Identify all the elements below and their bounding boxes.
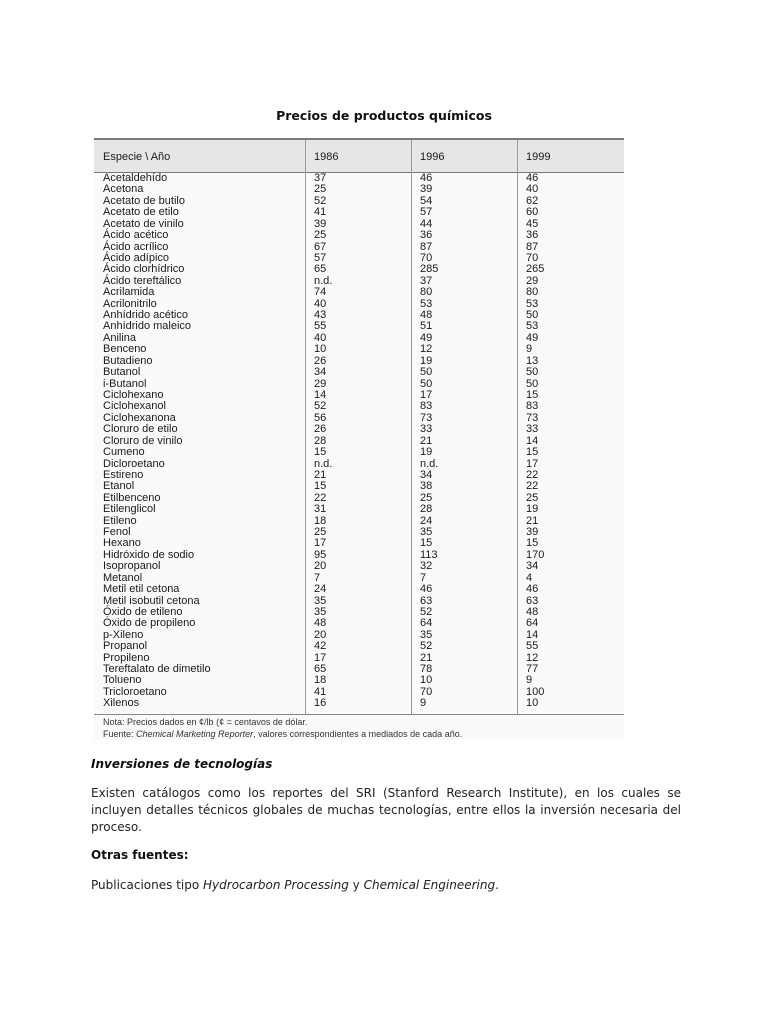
table-row: [94, 550, 624, 561]
species-cell: Dicloroetano: [103, 457, 165, 470]
price-cell: 16: [314, 697, 327, 710]
table-row: [94, 390, 624, 401]
price-cell: 21: [526, 514, 539, 527]
table-row: [94, 481, 624, 492]
species-cell: Anhídrido maleico: [103, 320, 192, 333]
price-cell: 18: [314, 514, 327, 527]
price-cell: 57: [420, 206, 433, 219]
price-cell: 19: [420, 446, 433, 459]
table-row: [94, 424, 624, 435]
species-cell: Metil isobutil cetona: [103, 594, 200, 607]
price-cell: 70: [420, 251, 433, 264]
species-cell: Cumeno: [103, 446, 145, 459]
species-cell: Propanol: [103, 640, 148, 653]
price-cell: 65: [314, 663, 327, 676]
table-row: [94, 379, 624, 390]
price-cell: n.d.: [314, 457, 333, 470]
price-cell: 9: [420, 697, 427, 710]
price-cell: 41: [314, 206, 327, 219]
price-cell: 38: [420, 480, 433, 493]
price-cell: 9: [526, 674, 533, 687]
table-header: [94, 140, 624, 173]
price-cell: 74: [314, 286, 327, 299]
table-row: [94, 173, 624, 184]
price-cell: 53: [526, 320, 539, 333]
table-row: [94, 630, 624, 641]
section-paragraph-investments: Existen catálogos como los reportes del SRI (Stanford Research Institute), en los cuales se incluyen detalles técnicos globales de muchas tecnologías, entre ellos la inversión necesaria del proceso.: [91, 786, 681, 834]
price-cell: 44: [420, 217, 433, 230]
species-cell: Metil etil cetona: [103, 583, 180, 596]
price-cell: 100: [526, 685, 545, 698]
species-cell: Butadieno: [103, 354, 153, 367]
table-row: [94, 436, 624, 447]
page-title: Precios de productos químicos: [276, 108, 492, 123]
species-cell: p-Xileno: [103, 628, 144, 641]
price-cell: 15: [526, 388, 539, 401]
species-cell: Tricloroetano: [103, 685, 167, 698]
header-1986: 1986: [314, 151, 339, 163]
species-cell: Óxido de etileno: [103, 605, 183, 618]
table-row: [94, 561, 624, 572]
publications-suffix: .: [495, 878, 499, 892]
price-cell: 37: [420, 274, 433, 287]
table-row: [94, 470, 624, 481]
species-cell: Ciclohexano: [103, 388, 164, 401]
price-cell: 60: [526, 206, 539, 219]
species-cell: Estireno: [103, 468, 144, 481]
price-cell: 22: [314, 491, 327, 504]
species-cell: Hidróxido de sodio: [103, 548, 195, 561]
species-cell: Etilbenceno: [103, 491, 161, 504]
price-cell: 13: [526, 354, 539, 367]
price-cell: 46: [526, 172, 539, 184]
price-cell: 15: [526, 446, 539, 459]
price-cell: 40: [314, 297, 327, 310]
table-row: [94, 242, 624, 253]
price-cell: 19: [526, 503, 539, 516]
table-source: [103, 729, 462, 739]
species-cell: Acetato de vinilo: [103, 217, 184, 230]
price-cell: 10: [526, 697, 539, 710]
price-cell: 40: [314, 331, 327, 344]
species-cell: Cloruro de etilo: [103, 423, 178, 436]
price-cell: 113: [420, 548, 438, 561]
price-cell: 39: [526, 526, 539, 539]
table-row: [94, 516, 624, 527]
price-cell: 15: [314, 446, 327, 459]
price-cell: 48: [526, 605, 539, 618]
table-row: [94, 664, 624, 675]
price-cell: 73: [420, 411, 433, 424]
price-cell: 24: [314, 583, 327, 596]
price-cell: 20: [314, 560, 327, 573]
price-cell: 34: [420, 468, 433, 481]
table-row: [94, 344, 624, 355]
table-row: [94, 504, 624, 515]
species-cell: Ciclohexanona: [103, 411, 176, 424]
price-cell: 83: [526, 400, 539, 413]
species-cell: Hexano: [103, 537, 141, 550]
price-cell: 41: [314, 685, 327, 698]
table-row: [94, 618, 624, 629]
price-cell: 28: [420, 503, 433, 516]
price-cell: 62: [526, 194, 539, 207]
price-cell: 35: [314, 594, 327, 607]
price-cell: 25: [314, 229, 327, 242]
table-row: [94, 447, 624, 458]
publications-connector: y: [348, 878, 364, 892]
price-cell: 34: [314, 366, 327, 379]
price-cell: 37: [314, 172, 327, 184]
price-cell: 7: [420, 571, 427, 584]
price-cell: 39: [314, 217, 327, 230]
prices-table: [94, 140, 624, 715]
species-cell: Propileno: [103, 651, 150, 664]
price-cell: 80: [420, 286, 433, 299]
price-cell: 14: [314, 388, 327, 401]
price-cell: n.d.: [420, 457, 439, 470]
price-cell: 42: [314, 640, 327, 653]
price-cell: 9: [526, 343, 533, 356]
source-name: Chemical Marketing Reporter: [136, 729, 254, 739]
price-cell: 57: [314, 251, 327, 264]
header-species: Especie \ Año: [103, 151, 171, 163]
price-cell: 64: [420, 617, 433, 630]
price-cell: 32: [420, 560, 433, 573]
table-row: [94, 687, 624, 698]
price-cell: 17: [420, 388, 433, 401]
price-cell: 43: [314, 309, 327, 322]
price-cell: 18: [314, 674, 327, 687]
price-cell: 50: [420, 377, 433, 390]
price-cell: 25: [314, 183, 327, 196]
price-cell: 14: [526, 434, 539, 447]
price-cell: 51: [420, 320, 433, 333]
scanned-table-image: [94, 138, 624, 740]
price-cell: 17: [314, 537, 327, 550]
price-cell: 31: [314, 503, 327, 516]
price-cell: 36: [526, 229, 539, 242]
price-cell: 12: [526, 651, 539, 664]
price-cell: 285: [420, 263, 439, 276]
price-cell: 15: [526, 537, 539, 550]
price-cell: 73: [526, 411, 539, 424]
price-cell: 24: [420, 514, 433, 527]
species-cell: Tolueno: [103, 674, 142, 687]
source-suffix: , valores correspondientes a mediados de cada año.: [253, 729, 463, 739]
species-cell: Acetato de butilo: [103, 194, 185, 207]
price-cell: 36: [420, 229, 433, 242]
table-row: [94, 219, 624, 230]
price-cell: 33: [420, 423, 433, 436]
source-prefix: Fuente:: [103, 729, 137, 739]
price-cell: 28: [314, 434, 327, 447]
price-cell: 25: [526, 491, 539, 504]
price-cell: 48: [314, 617, 327, 630]
price-cell: 34: [526, 560, 539, 573]
table-row: [94, 287, 624, 298]
price-cell: 49: [526, 331, 539, 344]
section-heading-other-sources: Otras fuentes:: [91, 848, 189, 862]
price-cell: 53: [526, 297, 539, 310]
species-cell: Xilenos: [103, 697, 140, 710]
price-cell: n.d.: [314, 274, 333, 287]
table-row: [94, 675, 624, 686]
publications-line: [91, 878, 499, 892]
price-cell: 55: [314, 320, 327, 333]
species-cell: Ciclohexanol: [103, 400, 166, 413]
price-cell: 54: [420, 194, 433, 207]
price-cell: 265: [526, 263, 545, 276]
species-cell: Ácido acético: [103, 229, 169, 242]
species-cell: Butanol: [103, 366, 141, 379]
species-cell: Ácido clorhídrico: [103, 263, 185, 276]
species-cell: Acetaldehído: [103, 172, 168, 184]
price-cell: 19: [420, 354, 433, 367]
price-cell: 56: [314, 411, 327, 424]
price-cell: 52: [314, 194, 327, 207]
price-cell: 50: [526, 377, 539, 390]
publications-prefix: Publicaciones tipo: [91, 878, 204, 892]
species-cell: Ácido tereftálico: [103, 274, 182, 287]
table-row: [94, 333, 624, 344]
price-cell: 12: [420, 343, 433, 356]
price-cell: 7: [314, 571, 321, 584]
price-cell: 52: [420, 605, 433, 618]
price-cell: 83: [420, 400, 433, 413]
table-row: [94, 230, 624, 241]
table-row: [94, 459, 624, 470]
table-row: [94, 207, 624, 218]
price-cell: 21: [420, 434, 433, 447]
price-cell: 17: [526, 457, 539, 470]
price-cell: 22: [526, 480, 539, 493]
price-cell: 64: [526, 617, 539, 630]
table-row: [94, 367, 624, 378]
table-row: [94, 527, 624, 538]
species-cell: Ácido adípico: [103, 251, 170, 264]
price-cell: 33: [526, 423, 539, 436]
price-cell: 21: [314, 468, 327, 481]
price-cell: 53: [420, 297, 433, 310]
price-cell: 70: [526, 251, 539, 264]
price-cell: 63: [526, 594, 539, 607]
price-cell: 49: [420, 331, 433, 344]
species-cell: Ácido acrílico: [103, 240, 169, 253]
species-cell: Anilina: [103, 331, 137, 344]
table-row: [94, 356, 624, 367]
species-cell: Fenol: [103, 526, 131, 539]
price-cell: 78: [420, 663, 433, 676]
price-cell: 170: [526, 548, 545, 561]
price-cell: 14: [526, 628, 539, 641]
price-cell: 95: [314, 548, 327, 561]
species-cell: Acetona: [103, 183, 144, 196]
table-row: [94, 698, 624, 709]
price-cell: 29: [314, 377, 327, 390]
species-cell: Etanol: [103, 480, 135, 493]
price-cell: 35: [420, 628, 433, 641]
price-cell: 35: [314, 605, 327, 618]
species-cell: Acrilamida: [103, 286, 155, 299]
price-cell: 4: [526, 571, 533, 584]
table-note: Nota: Precios dados en ¢/lb (¢ = centavos de dólar.: [103, 717, 308, 727]
table-row: [94, 493, 624, 504]
price-cell: 15: [420, 537, 433, 550]
price-cell: 52: [420, 640, 433, 653]
price-cell: 50: [420, 366, 433, 379]
table-row: [94, 641, 624, 652]
species-cell: Cloruro de vinilo: [103, 434, 183, 447]
price-cell: 80: [526, 286, 539, 299]
publication-name: Hydrocarbon Processing: [203, 878, 349, 892]
species-cell: Tereftalato de dimetilo: [103, 663, 211, 676]
price-cell: 17: [314, 651, 327, 664]
species-cell: Anhídrido acético: [103, 309, 188, 322]
publication-name: Chemical Engineering: [363, 878, 496, 892]
table-row: [94, 276, 624, 287]
price-cell: 63: [420, 594, 433, 607]
price-cell: 87: [420, 240, 433, 253]
price-cell: 29: [526, 274, 539, 287]
price-cell: 70: [420, 685, 433, 698]
species-cell: Óxido de propileno: [103, 617, 196, 630]
price-cell: 46: [526, 583, 539, 596]
species-cell: Isopropanol: [103, 560, 161, 573]
price-cell: 39: [420, 183, 433, 196]
price-cell: 67: [314, 240, 327, 253]
price-cell: 52: [314, 400, 327, 413]
species-cell: Acetato de etilo: [103, 206, 179, 219]
price-cell: 26: [314, 423, 327, 436]
price-cell: 46: [420, 172, 433, 184]
price-cell: 25: [420, 491, 433, 504]
price-cell: 65: [314, 263, 327, 276]
price-cell: 50: [526, 309, 539, 322]
price-cell: 20: [314, 628, 327, 641]
price-cell: 50: [526, 366, 539, 379]
price-cell: 55: [526, 640, 539, 653]
price-cell: 77: [526, 663, 539, 676]
species-cell: i-Butanol: [103, 377, 147, 390]
table-row: [94, 321, 624, 332]
table-row: [94, 584, 624, 595]
species-cell: Etileno: [103, 514, 137, 527]
species-cell: Benceno: [103, 343, 147, 356]
price-cell: 40: [526, 183, 539, 196]
price-cell: 26: [314, 354, 327, 367]
price-cell: 10: [420, 674, 433, 687]
price-cell: 48: [420, 309, 433, 322]
price-cell: 46: [420, 583, 433, 596]
price-cell: 25: [314, 526, 327, 539]
header-1996: 1996: [420, 151, 445, 163]
header-1999: 1999: [526, 151, 551, 163]
price-cell: 35: [420, 526, 433, 539]
price-cell: 15: [314, 480, 327, 493]
price-cell: 45: [526, 217, 539, 230]
species-cell: Etilenglicol: [103, 503, 156, 516]
price-cell: 87: [526, 240, 539, 253]
price-cell: 22: [526, 468, 539, 481]
species-cell: Metanol: [103, 571, 143, 584]
species-cell: Acrilonitrilo: [103, 297, 157, 310]
price-cell: 21: [420, 651, 433, 664]
section-heading-investments: Inversiones de tecnologías: [91, 757, 273, 771]
price-cell: 10: [314, 343, 327, 356]
